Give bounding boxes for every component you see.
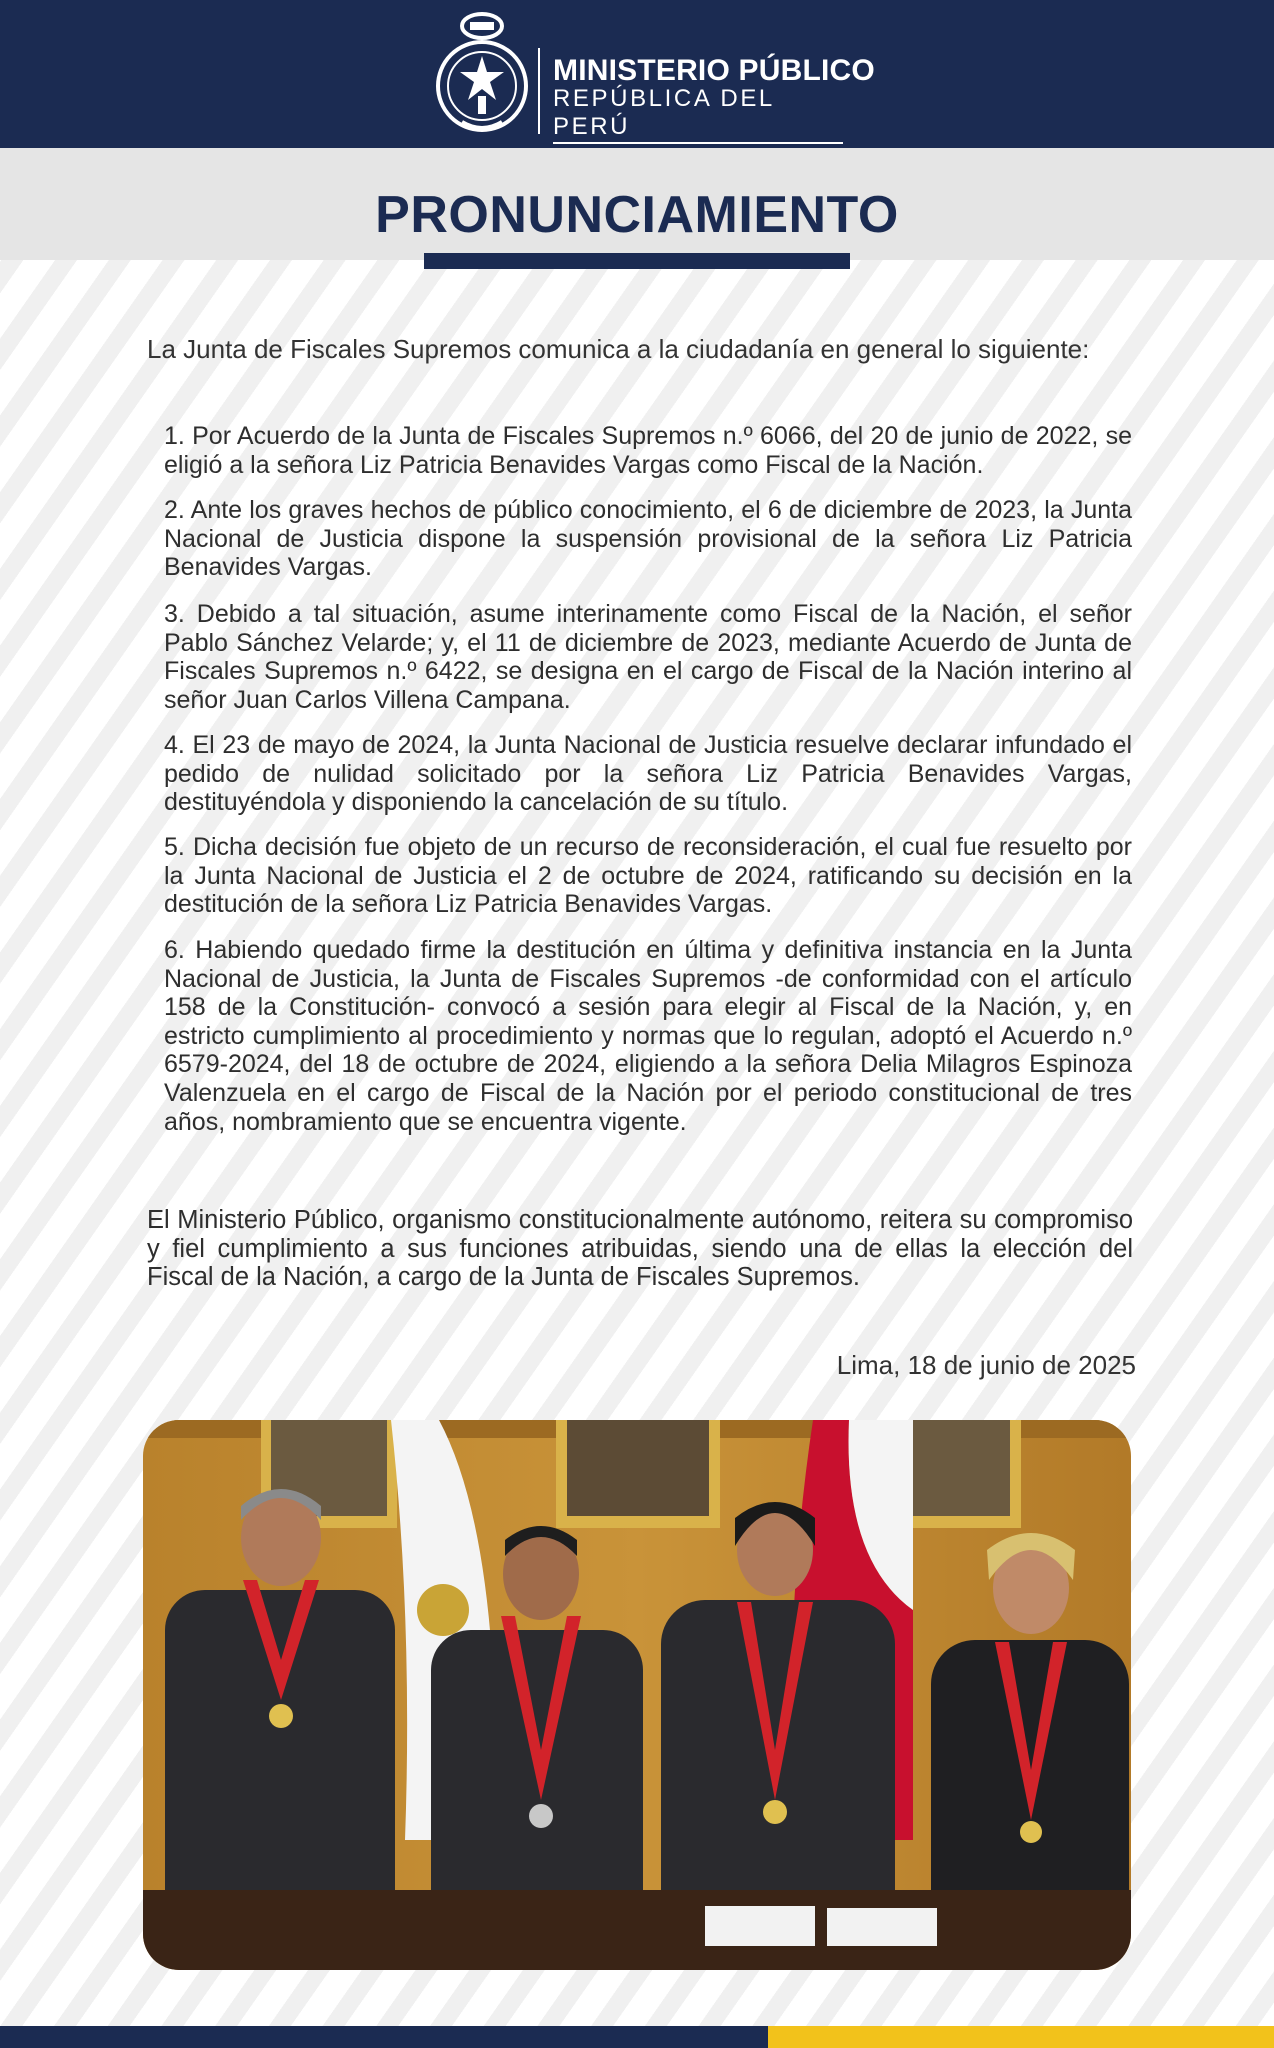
page-title: PRONUNCIAMIENTO <box>375 186 899 244</box>
list-item: 3. Debido a tal situación, asume interinamente como Fiscal de la Nación, el señor Pablo Sánchez Velarde; y, el 11 de diciembre de 2023, mediante Acuerdo de Junta de Fiscales Supremos n.º 6422, se designa en el cargo de Fiscal de la Nación interino al señor Juan Carlos Villena Campana. <box>164 600 1132 714</box>
header-bar <box>0 0 1274 148</box>
org-name: MINISTERIO PÚBLICO <box>553 54 875 87</box>
closing-paragraph: El Ministerio Público, organismo constitucionalmente autónomo, reitera su compromiso y fiel cumplimiento a sus funciones atribuidas, siendo una de ellas la elección del Fiscal de la Nación, a cargo de la Junta de Fiscales Supremos. <box>147 1206 1133 1292</box>
header-divider <box>538 48 540 134</box>
group-photo-illustration <box>143 1420 1131 1970</box>
org-subtitle: REPÚBLICA DEL PERÚ <box>553 85 843 144</box>
footer-bar-navy <box>0 2026 768 2048</box>
list-item: 2. Ante los graves hechos de público conocimiento, el 6 de diciembre de 2023, la Junta Nacional de Justicia dispone la suspensión provisional de la señora Liz Patricia Benavides Vargas. <box>164 496 1132 582</box>
ministry-seal-icon <box>432 10 532 142</box>
list-item: 1. Por Acuerdo de la Junta de Fiscales Supremos n.º 6066, del 20 de junio de 2022, se eligió a la señora Liz Patricia Benavides Vargas como Fiscal de la Nación. <box>164 422 1132 479</box>
list-item: 5. Dicha decisión fue objeto de un recurso de reconsideración, el cual fue resuelto por la Junta Nacional de Justicia el 2 de octubre de 2024, ratificando su decisión en la destitución de la señora Liz Patricia Benavides Vargas. <box>164 833 1132 919</box>
intro-paragraph: La Junta de Fiscales Supremos comunica a la ciudadanía en general lo siguiente: <box>147 334 1090 364</box>
group-photo <box>143 1420 1131 1970</box>
document-date: Lima, 18 de junio de 2025 <box>836 1350 1136 1380</box>
title-underline <box>424 253 850 269</box>
list-item: 4. El 23 de mayo de 2024, la Junta Nacional de Justicia resuelve declarar infundado el pedido de nulidad solicitado por la señora Liz Patricia Benavides Vargas, destituyéndola y disponiendo la cancelación de su título. <box>164 731 1132 817</box>
footer-bar-gold <box>768 2026 1274 2048</box>
list-item: 6. Habiendo quedado firme la destitución en última y definitiva instancia en la Junta Nacional de Justicia, la Junta de Fiscales Supremos -de conformidad con el artículo 158 de la Constitución- convocó a sesión para elegir al Fiscal de la Nación, y, en estricto cumplimiento al procedimiento y normas que lo regulan, adoptó el Acuerdo n.º 6579-2024, del 18 de octubre de 2024, eligiendo a la señora Delia Milagros Espinoza Valenzuela en el cargo de Fiscal de la Nación por el periodo constitucional de tres años, nombramiento que se encuentra vigente. <box>164 936 1132 1136</box>
